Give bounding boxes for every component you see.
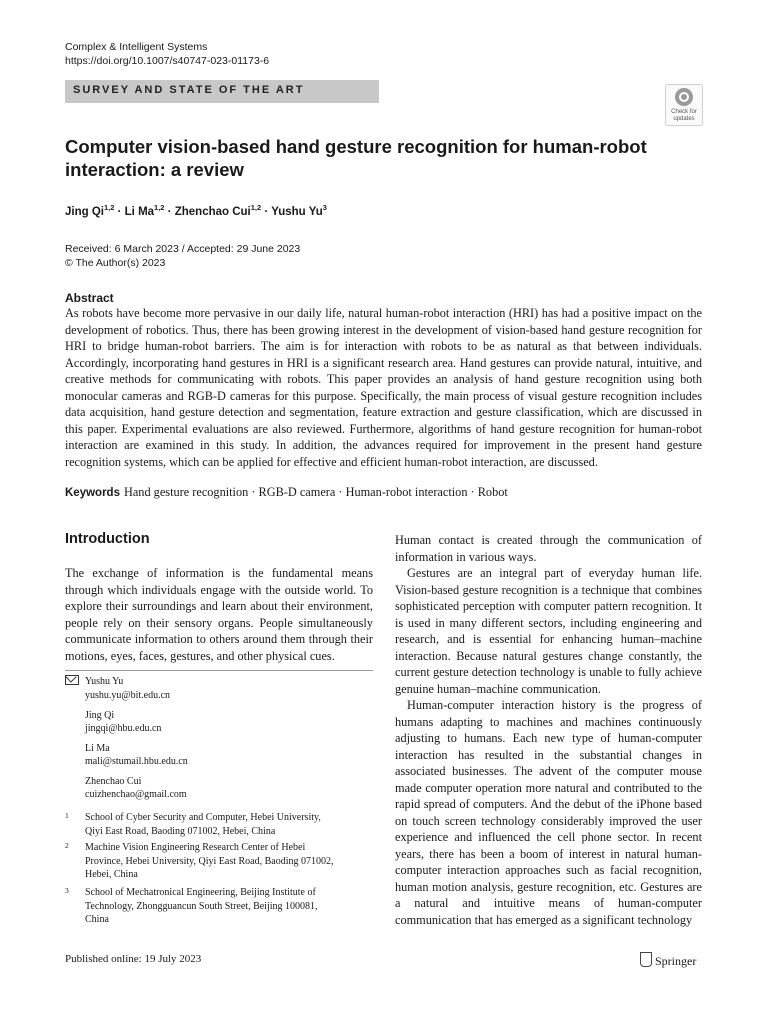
intro-right-column (395, 532, 702, 928)
article-type-banner (65, 80, 379, 103)
article-type-label: SURVEY AND STATE OF THE ART (73, 84, 305, 96)
affiliation-line: Qiyi East Road, Baoding 071002, Hebei, China (85, 825, 276, 837)
copyright: © The Author(s) 2023 (65, 257, 166, 269)
author-list: Jing Qi$^{1,2}$ · Li Ma$^{1,2}$ · Zhenchao Cui$^{1,2}$ · Yushu Yu$^3$ (65, 203, 327, 218)
author-affiliation: 3 (322, 203, 327, 212)
contact-name: Jing Qi (85, 710, 115, 721)
affiliation-line: School of Cyber Security and Computer, Hebei University, (85, 812, 321, 823)
journal-name: Complex & Intelligent Systems (65, 41, 208, 53)
author-affiliation: 1,2 (154, 203, 165, 212)
affiliation-number: 1 (65, 811, 69, 820)
article-title: Computer vision-based hand gesture recognition for human-robot interaction: a review (65, 136, 647, 180)
author-name[interactable]: Jing Qi (65, 205, 104, 218)
footnote-divider (65, 670, 373, 671)
affiliation-line: Technology, Zhongguancun South Street, Beijing 100081, (85, 900, 318, 912)
intro-paragraph: Human contact is created through the communication of information in various ways. (395, 533, 702, 564)
contact-email[interactable]: mali@stumail.hbu.edu.cn (85, 756, 188, 767)
received-dates: Received: 6 March 2023 / Accepted: 29 June 2023 (65, 243, 301, 255)
publisher-logo (640, 952, 696, 969)
affiliation (85, 811, 365, 838)
abstract-text: As robots have become more pervasive in our daily life, natural human-robot interaction (HRI) has had a positive impact on the development of robotics. Thus, there has been growing interest in the development of vision-based hand gesture recognition for HRI to bridge human-robot barriers. The aim is for interaction with robots to be as natural as that between individuals. Accordingly, incorporating hand gestures in HRI is a significant research area. Hand gestures can provide natural, intuitive, and creative methods for communicating with robots. This paper provides an analysis of hand gesture recognition using both monocular cameras and RGB-D cameras for this purpose. Specifically, the main process of visual gesture recognition includes data acquisition, hand gesture detection and segmentation, feature extraction and gesture classification, which are discussed in this paper. Experimental evaluations are also reviewed. Furthermore, algorithms of hand gesture recognition for human-robot interaction are examined in this study. In addition, the advances required for improvement in the present hand gesture recognition systems, which can be applied for effective and efficient human-robot interaction, are discussed. (65, 306, 702, 469)
author-affiliation: 1,2 (250, 203, 262, 212)
check-updates-line2: updates (673, 116, 695, 122)
check-updates-icon (675, 88, 693, 106)
author-name[interactable]: Zhenchao Cui (174, 205, 251, 218)
affiliation-number: 2 (65, 841, 69, 850)
intro-paragraph: Human-computer interaction history is the progress of humans adapting to machines and machines continuously adjusting to humans. Each new type of human-computer interaction has resulted in the substantial changes in associated businesses. The advent of the computer mouse made computer operation more natural and contributed to the rapid spread of computers. And the debut of the iPhone based on touch screen technology considerably improved the user experience and influenced the cell phone sector. In recent years, there has been a boom of interest in natural human-computer interaction approaches such as facial recognition, human motion analysis, gesture recognition, etc. Gestures are a natural and intuitive means of human-computer communication that has emerged as a significant technology (395, 698, 702, 927)
contact-email[interactable]: cuizhenchao@gmail.com (85, 789, 187, 800)
keywords (65, 485, 508, 500)
affiliation-line: Hebei, China (85, 869, 138, 880)
author-name[interactable]: Li Ma (124, 205, 155, 218)
contact-name: Li Ma (85, 743, 110, 754)
contact-email[interactable]: yushu.yu@bit.edu.cn (85, 690, 171, 701)
affiliation-line: Province, Hebei University, Qiyi East Road, Baoding 071002, (85, 855, 334, 867)
intro-paragraph: Gestures are an integral part of everyday human life. Vision-based gesture recognition is a technique that combines sophisticated perception with computer pattern recognition. It is used in many different sectors, including engineering and research, and is essential for enhancing human–machine interaction. Because natural gestures change constantly, the current gesture detection technology is unable to fully achieve genuine human–machine communication. (395, 566, 702, 696)
affiliation-line: China (85, 914, 109, 925)
contact-name: Zhenchao Cui (85, 776, 142, 787)
doi-link[interactable]: https://doi.org/10.1007/s40747-023-01173-6 (65, 55, 270, 67)
affiliation-line: School of Mechatronical Engineering, Beijing Institute of (85, 887, 316, 898)
affiliation (85, 841, 365, 882)
author-name[interactable]: Yushu Yu (271, 205, 323, 218)
publisher-name: Springer (655, 954, 697, 968)
check-updates-line1: Check for (671, 109, 697, 115)
contact-email[interactable]: jingqi@hbu.edu.cn (85, 723, 162, 734)
keywords-label: Keywords (65, 487, 120, 499)
published-date: Published online: 19 July 2023 (65, 953, 202, 965)
author-affiliation: 1,2 (103, 203, 115, 212)
affiliation-number: 3 (65, 886, 69, 895)
abstract-heading: Abstract (65, 291, 114, 305)
check-for-updates-badge[interactable] (665, 84, 703, 126)
introduction-heading: Introduction (65, 531, 150, 547)
keywords-text: Hand gesture recognition · RGB-D camera · Human-robot interaction · Robot (123, 485, 508, 499)
intro-left-paragraph: The exchange of information is the fundamental means through which individuals engage with the outside world. To explore their surroundings and learn about their environment, people rely on their sensory organs. People simultaneously communicate information to others around them through their motions, eyes, faces, gestures, and other physical cues. (65, 566, 373, 663)
affiliation (85, 886, 365, 927)
springer-horse-icon (640, 952, 652, 967)
envelope-icon (65, 675, 79, 685)
contact-name: Yushu Yu (85, 676, 124, 687)
affiliation-line: Machine Vision Engineering Research Center of Hebei (85, 842, 306, 853)
